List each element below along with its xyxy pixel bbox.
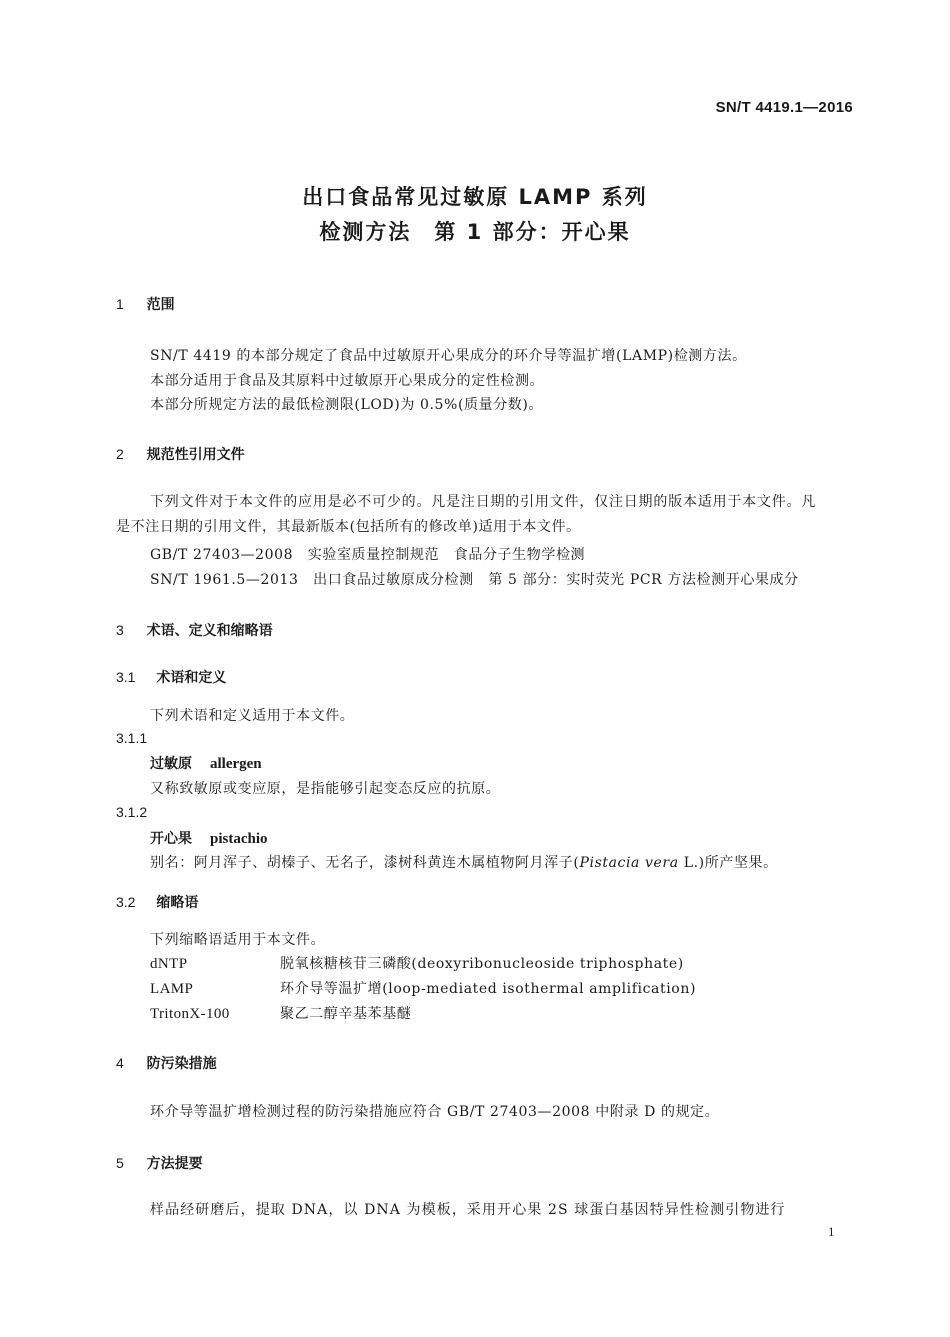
term-number: 3.1.2 <box>116 804 148 820</box>
standard-code: SN/T 4419.1—2016 <box>715 99 853 116</box>
section-title: 范围 <box>146 297 175 313</box>
term-chinese: 过敏原 <box>150 756 192 772</box>
section-title: 方法提要 <box>146 1156 203 1172</box>
abbreviation-key: dNTP <box>150 956 188 972</box>
section-title: 术语和定义 <box>156 670 227 686</box>
section-5-heading <box>116 1153 203 1173</box>
section-title: 防污染措施 <box>146 1056 217 1072</box>
section-3-heading <box>116 620 273 640</box>
term-definition: 又称致敏原或变应原，是指能够引起变态反应的抗原。 <box>150 781 501 797</box>
abbreviation-value: 脱氧核糖核苷三磷酸(deoxyribonucleoside triphosphate) <box>280 956 684 972</box>
term-english: allergen <box>210 756 262 772</box>
term-definition: 别名：阿月浑子、胡榛子、无名子，漆树科黄连木属植物阿月浑子(Pistacia vera L.)所产坚果。 <box>150 855 778 871</box>
section-number: 3.2 <box>116 894 136 910</box>
term-number: 3.1.1 <box>116 730 148 746</box>
abbreviation-row <box>150 1003 230 1023</box>
page-number: 1 <box>828 1224 835 1239</box>
paragraph: 样品经研磨后，提取 DNA，以 DNA 为模板，采用开心果 2S 球蛋白基因特异性检测引物进行 <box>150 1202 786 1218</box>
subsection-3-2-heading <box>116 892 198 912</box>
section-2-heading <box>116 444 245 464</box>
paragraph: SN/T 4419 的本部分规定了食品中过敏原开心果成分的环介导等温扩增(LAMP)检测方法。 <box>150 348 747 364</box>
subsection-3-1-heading <box>116 667 226 687</box>
abbreviation-value: 环介导等温扩增(loop-mediated isothermal amplification) <box>280 981 697 997</box>
normative-reference: GB/T 27403—2008 实验室质量控制规范 食品分子生物学检测 <box>150 547 586 563</box>
section-number: 4 <box>116 1055 124 1071</box>
term-english: pistachio <box>210 831 268 847</box>
abbreviation-row <box>150 978 193 998</box>
abbreviation-value: 聚乙二醇辛基苯基醚 <box>280 1006 412 1022</box>
section-title: 规范性引用文件 <box>146 447 245 463</box>
paragraph: 环介导等温扩增检测过程的防污染措施应符合 GB/T 27403—2008 中附录 D 的规定。 <box>150 1104 720 1120</box>
paragraph: 下列文件对于本文件的应用是必不可少的。凡是注日期的引用文件，仅注日期的版本适用于本文件。凡是不注日期的引用文件，其最新版本(包括所有的修改单)适用于本文件。 <box>116 494 816 535</box>
section-title: 术语、定义和缩略语 <box>146 623 273 639</box>
abbreviation-row <box>150 953 187 973</box>
paragraph: 本部分适用于食品及其原料中过敏原开心果成分的定性检测。 <box>150 373 545 389</box>
term-chinese: 开心果 <box>150 831 192 847</box>
section-1-heading <box>116 294 175 314</box>
document-title-line2: 检测方法 第 1 部分：开心果 <box>319 220 631 244</box>
section-number: 1 <box>116 296 124 312</box>
paragraph: 本部分所规定方法的最低检测限(LOD)为 0.5%(质量分数)。 <box>150 397 544 413</box>
paragraph: 下列术语和定义适用于本文件。 <box>150 708 355 724</box>
abbreviation-key: LAMP <box>150 981 194 997</box>
abbreviation-key: TritonX-100 <box>150 1006 230 1022</box>
section-4-heading <box>116 1053 217 1073</box>
document-title-line1: 出口食品常见过敏原 LAMP 系列 <box>302 185 648 209</box>
section-number: 5 <box>116 1155 124 1171</box>
scientific-name: Pistacia vera <box>579 855 679 871</box>
normative-reference: SN/T 1961.5—2013 出口食品过敏原成分检测 第 5 部分：实时荧光 PCR 方法检测开心果成分 <box>150 572 799 588</box>
paragraph: 下列缩略语适用于本文件。 <box>150 932 326 948</box>
section-number: 3.1 <box>116 669 136 685</box>
term-allergen <box>150 753 262 773</box>
term-pistachio <box>150 828 268 848</box>
section-number: 2 <box>116 446 124 462</box>
section-title: 缩略语 <box>156 895 199 911</box>
section-number: 3 <box>116 622 124 638</box>
